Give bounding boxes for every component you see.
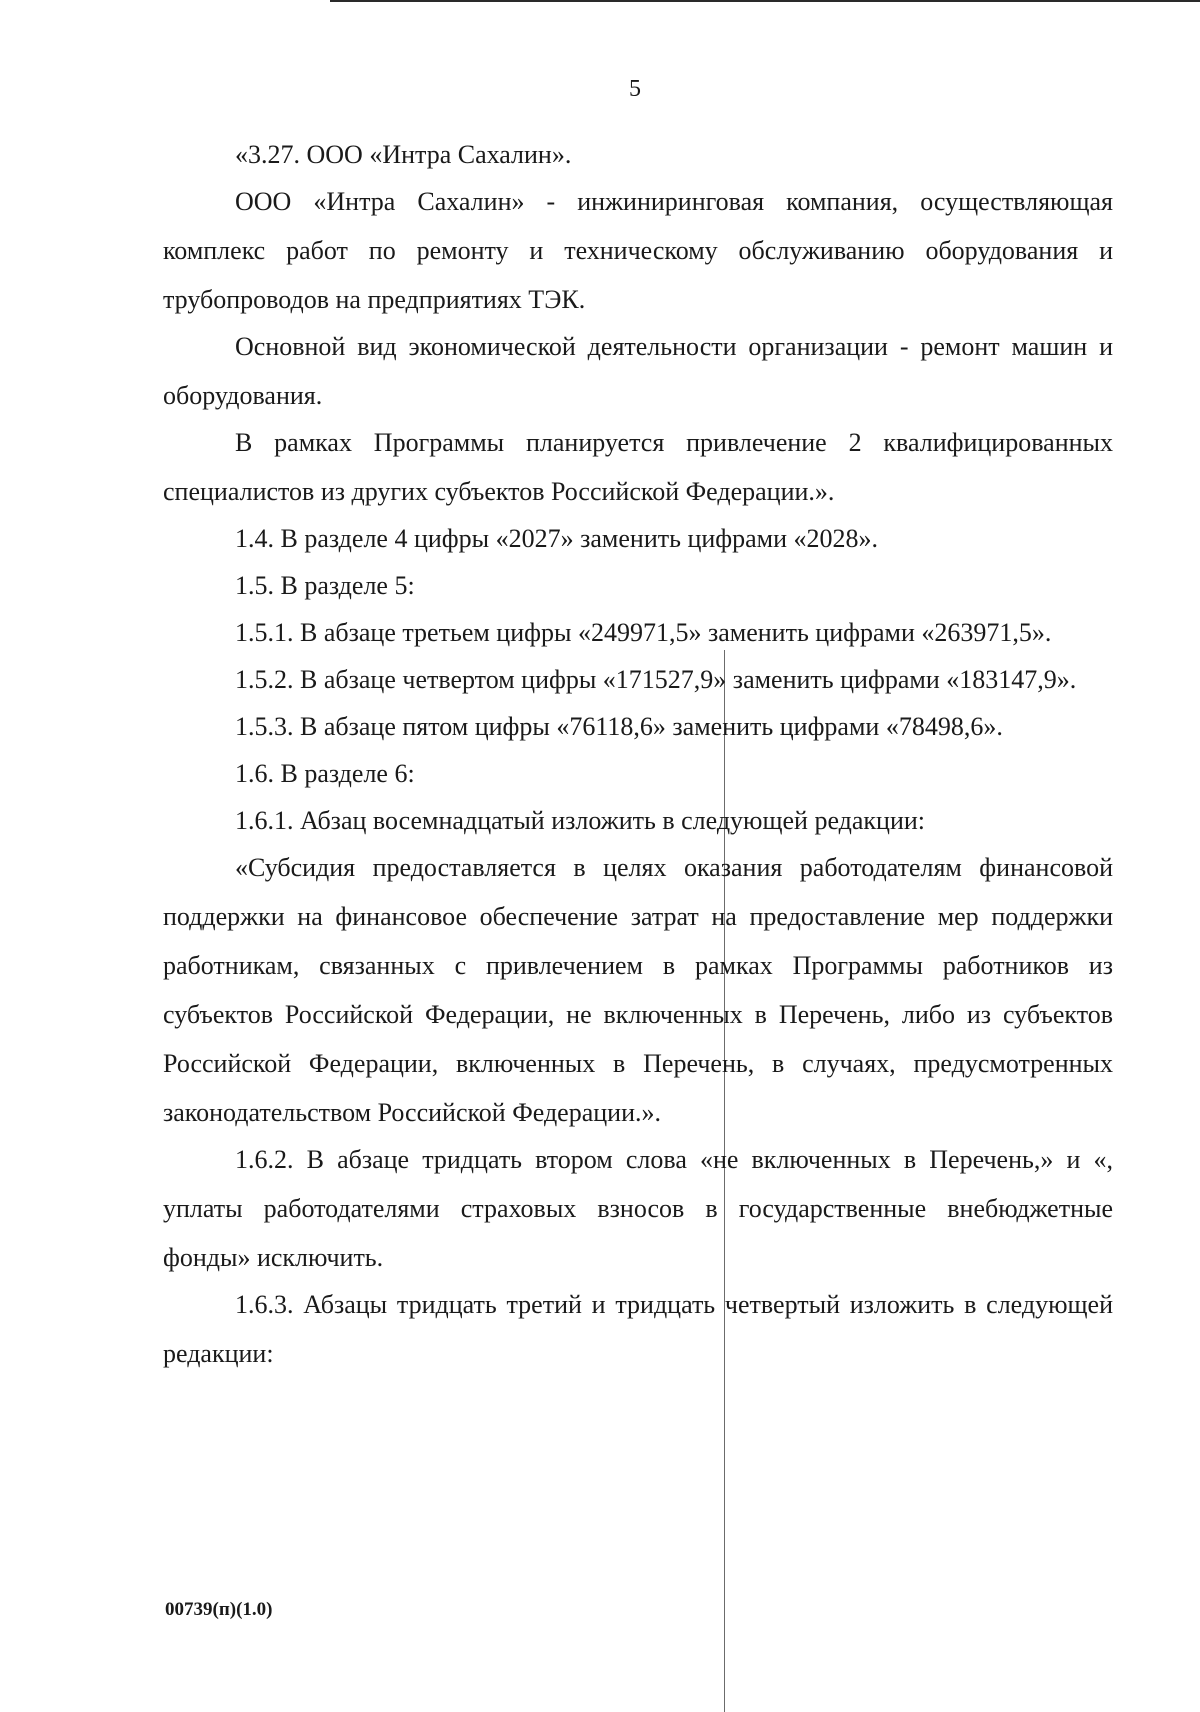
- paragraph-1-6: 1.6. В разделе 6:: [235, 759, 415, 788]
- paragraph-1-5-3: 1.5.3. В абзаце пятом цифры «76118,6» заменить цифрами «78498,6».: [235, 712, 1003, 741]
- paragraph-subsidy-text: «Субсидия предоставляется в целях оказания работодателям финансовой поддержки на финансовое обеспечение затрат на предоставление мер поддержки работникам, связанных с привлечением в рамках Программы работников из субъектов Российской Федерации, не включенных в Перечень, либо из субъектов Российской Федерации, включенных в Перечень, в случаях, предусмотренных законодательством Российской Федерации.».: [163, 853, 1113, 1127]
- document-footer-code: 00739(п)(1.0): [165, 1599, 273, 1620]
- paragraph-1-6-2: 1.6.2. В абзаце тридцать втором слова «не включенных в Перечень,» и «, уплаты работодателями страховых взносов в государственные внебюджетные фонды» исключить.: [163, 1145, 1113, 1272]
- paragraph-program-specialists: В рамках Программы планируется привлечение 2 квалифицированных специалистов из других субъектов Российской Федерации.».: [163, 428, 1113, 506]
- page-number: 5: [629, 76, 641, 102]
- paragraph-company-description: ООО «Интра Сахалин» - инжиниринговая компания, осуществляющая комплекс работ по ремонту и техническому обслуживанию оборудования и трубопроводов на предприятиях ТЭК.: [163, 187, 1113, 314]
- paragraph-1-6-3: 1.6.3. Абзацы тридцать третий и тридцать четвертый изложить в следующей редакции:: [163, 1290, 1113, 1368]
- paragraph-1-6-1: 1.6.1. Абзац восемнадцатый изложить в следующей редакции:: [235, 806, 926, 835]
- top-border-line: [330, 0, 1200, 2]
- paragraph-1-5-1: 1.5.1. В абзаце третьем цифры «249971,5» заменить цифрами «263971,5».: [235, 618, 1052, 647]
- paragraph-section-title: «3.27. ООО «Интра Сахалин».: [235, 140, 572, 169]
- paragraph-activity-type: Основной вид экономической деятельности организации - ремонт машин и оборудования.: [163, 332, 1113, 410]
- paragraph-1-4: 1.4. В разделе 4 цифры «2027» заменить цифрами «2028».: [235, 524, 879, 553]
- paragraph-1-5: 1.5. В разделе 5:: [235, 571, 415, 600]
- paragraph-1-5-2: 1.5.2. В абзаце четвертом цифры «171527,9» заменить цифрами «183147,9».: [235, 665, 1077, 694]
- document-body: [163, 130, 1113, 1378]
